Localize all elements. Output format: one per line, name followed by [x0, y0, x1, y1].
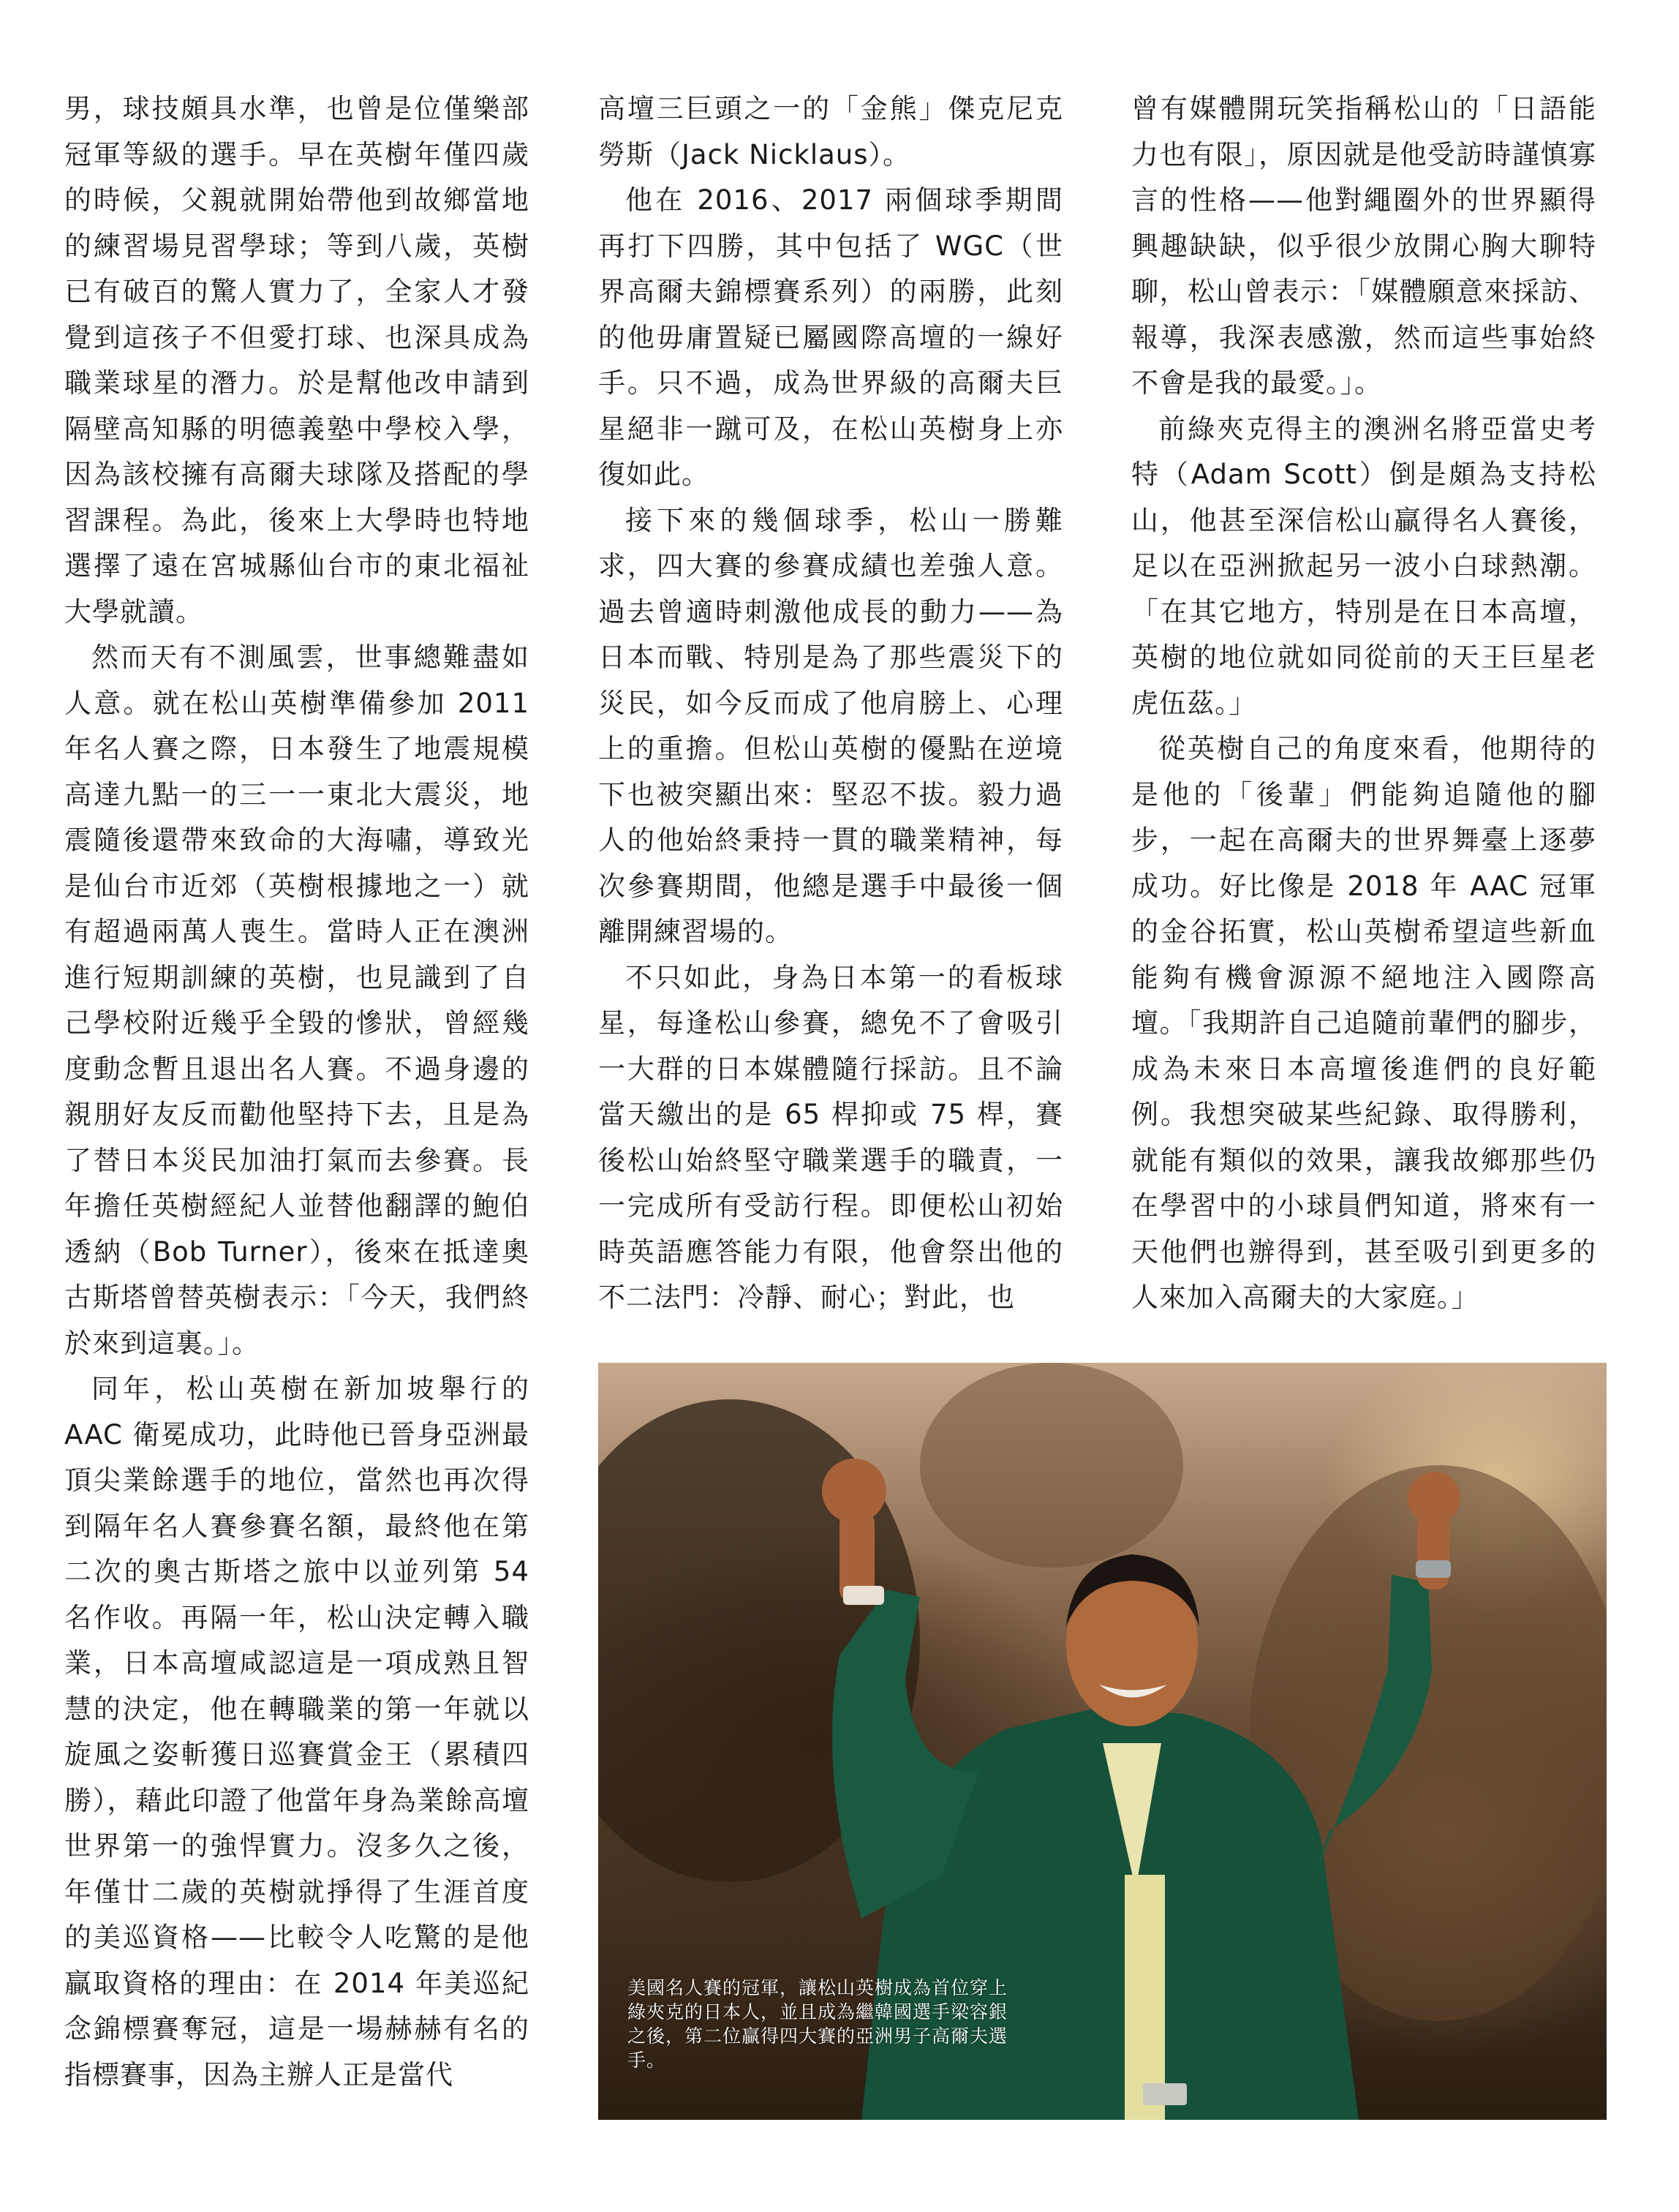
text-column-3 — [1131, 86, 1596, 1321]
paragraph: 前綠夾克得主的澳洲名將亞當史考特（Adam Scott）倒是頗為支持松山，他甚至深信松山贏得名人賽後，足以在亞洲掀起另一波小白球熱潮。「在其它地方，特別是在日本高壇，英樹的地位就如同從前的天王巨星老虎伍茲。」 — [1131, 413, 1596, 719]
golfer-celebration-photo — [598, 1363, 1607, 2120]
paragraph: 接下來的幾個球季，松山一勝難求，四大賽的參賽成績也差強人意。過去曾適時刺激他成長的動力——為日本而戰、特別是為了那些震災下的災民，如今反而成了他肩膀上、心理上的重擔。但松山英樹的優點在逆境下也被突顯出來：堅忍不拔。毅力過人的他始終秉持一貫的職業精神，每次參賽期間，他總是選手中最後一個離開練習場的。 — [598, 504, 1063, 947]
text-column-2 — [598, 86, 1063, 1321]
paragraph: 他在 2016、2017 兩個球季期間再打下四勝，其中包括了 WGC（世界高爾夫錦標賽系列）的兩勝，此刻的他毋庸置疑已屬國際高壇的一線好手。只不過，成為世界級的高爾夫巨星絕非一蹴可及，在松山英樹身上亦復如此。 — [598, 184, 1063, 490]
paragraph: 然而天有不測風雲，世事總難盡如人意。就在松山英樹準備參加 2011 年名人賽之際，日本發生了地震規模高達九點一的三一一東北大震災，地震隨後還帶來致命的大海嘯，導致光是仙台市近郊（英樹根據地之一）就有超過兩萬人喪生。當時人正在澳洲進行短期訓練的英樹，也見識到了自己學校附近幾乎全毀的慘狀，曾經幾度動念暫且退出名人賽。不過身邊的親朋好友反而勸他堅持下去，且是為了替日本災民加油打氣而去參賽。長年擔任英樹經紀人並替他翻譯的鮑伯透納（Bob Turner），後來在抵達奧古斯塔曾替英樹表示：「今天，我們終於來到這裏。」。 — [64, 642, 529, 1359]
paragraph: 男，球技頗具水準，也曾是位僅樂部冠軍等級的選手。早在英樹年僅四歲的時候，父親就開始帶他到故鄉當地的練習場見習學球；等到八歲，英樹已有破百的驚人實力了，全家人才發覺到這孩子不但愛打球、也深具成為職業球星的潛力。於是幫他改申請到隔壁高知縣的明德義塾中學校入學，因為該校擁有高爾夫球隊及搭配的學習課程。為此，後來上大學時也特地選擇了遠在宮城縣仙台市的東北福祉大學就讀。 — [64, 93, 529, 628]
paragraph: 高壇三巨頭之一的「金熊」傑克尼克勞斯（Jack Nicklaus）。 — [598, 93, 1063, 170]
paragraph: 曾有媒體開玩笑指稱松山的「日語能力也有限」，原因就是他受訪時謹慎寡言的性格——他對繩圈外的世界顯得興趣缺缺，似乎很少放開心胸大聊特聊，松山曾表示：「媒體願意來採訪、報導，我深表感激，然而這些事始終不會是我的最愛。」。 — [1131, 93, 1596, 399]
photo-caption: 美國名人賽的冠軍，讓松山英樹成為首位穿上綠夾克的日本人，並且成為繼韓國選手梁容銀之後，第二位贏得四大賽的亞洲男子高爾夫選手。 — [627, 1977, 1008, 2071]
paragraph: 同年，松山英樹在新加坡舉行的 AAC 衛冕成功，此時他已晉身亞洲最頂尖業餘選手的地位，當然也再次得到隔年名人賽參賽名額，最終他在第二次的奧古斯塔之旅中以並列第 54 名作收。再隔一年，松山決定轉入職業，日本高壇咸認這是一項成熟且智慧的決定，他在轉職業的第一年就以旋風之姿斬獲日巡賽賞金王（累積四勝），藉此印證了他當年身為業餘高壇世界第一的強悍實力。沒多久之後，年僅廿二歲的英樹就掙得了生涯首度的美巡資格——比較令人吃驚的是他贏取資格的理由：在 2014 年美巡紀念錦標賽奪冠，這是一場赫赫有名的指標賽事，因為主辦人正是當代 — [64, 1373, 529, 2091]
paragraph: 不只如此，身為日本第一的看板球星，每逢松山參賽，總免不了會吸引一大群的日本媒體隨行採訪。且不論當天繳出的是 65 桿抑或 75 桿，賽後松山始終堅守職業選手的職責，一一完成所有受訪行程。即便松山初始時英語應答能力有限，他會祭出他的不二法門：冷靜、耐心；對此，也 — [598, 961, 1063, 1313]
text-column-1 — [64, 86, 529, 2098]
paragraph: 從英樹自己的角度來看，他期待的是他的「後輩」們能夠追隨他的腳步，一起在高爾夫的世界舞臺上逐夢成功。好比像是 2018 年 AAC 冠軍的金谷拓實，松山英樹希望這些新血能夠有機會源源不絕地注入國際高壇。「我期許自己追隨前輩們的腳步，成為未來日本高壇後進們的良好範例。我想突破某些紀錄、取得勝利，就能有類似的效果，讓我故鄉那些仍在學習中的小球員們知道，將來有一天他們也辦得到，甚至吸引到更多的人來加入高爾夫的大家庭。」 — [1131, 733, 1596, 1313]
